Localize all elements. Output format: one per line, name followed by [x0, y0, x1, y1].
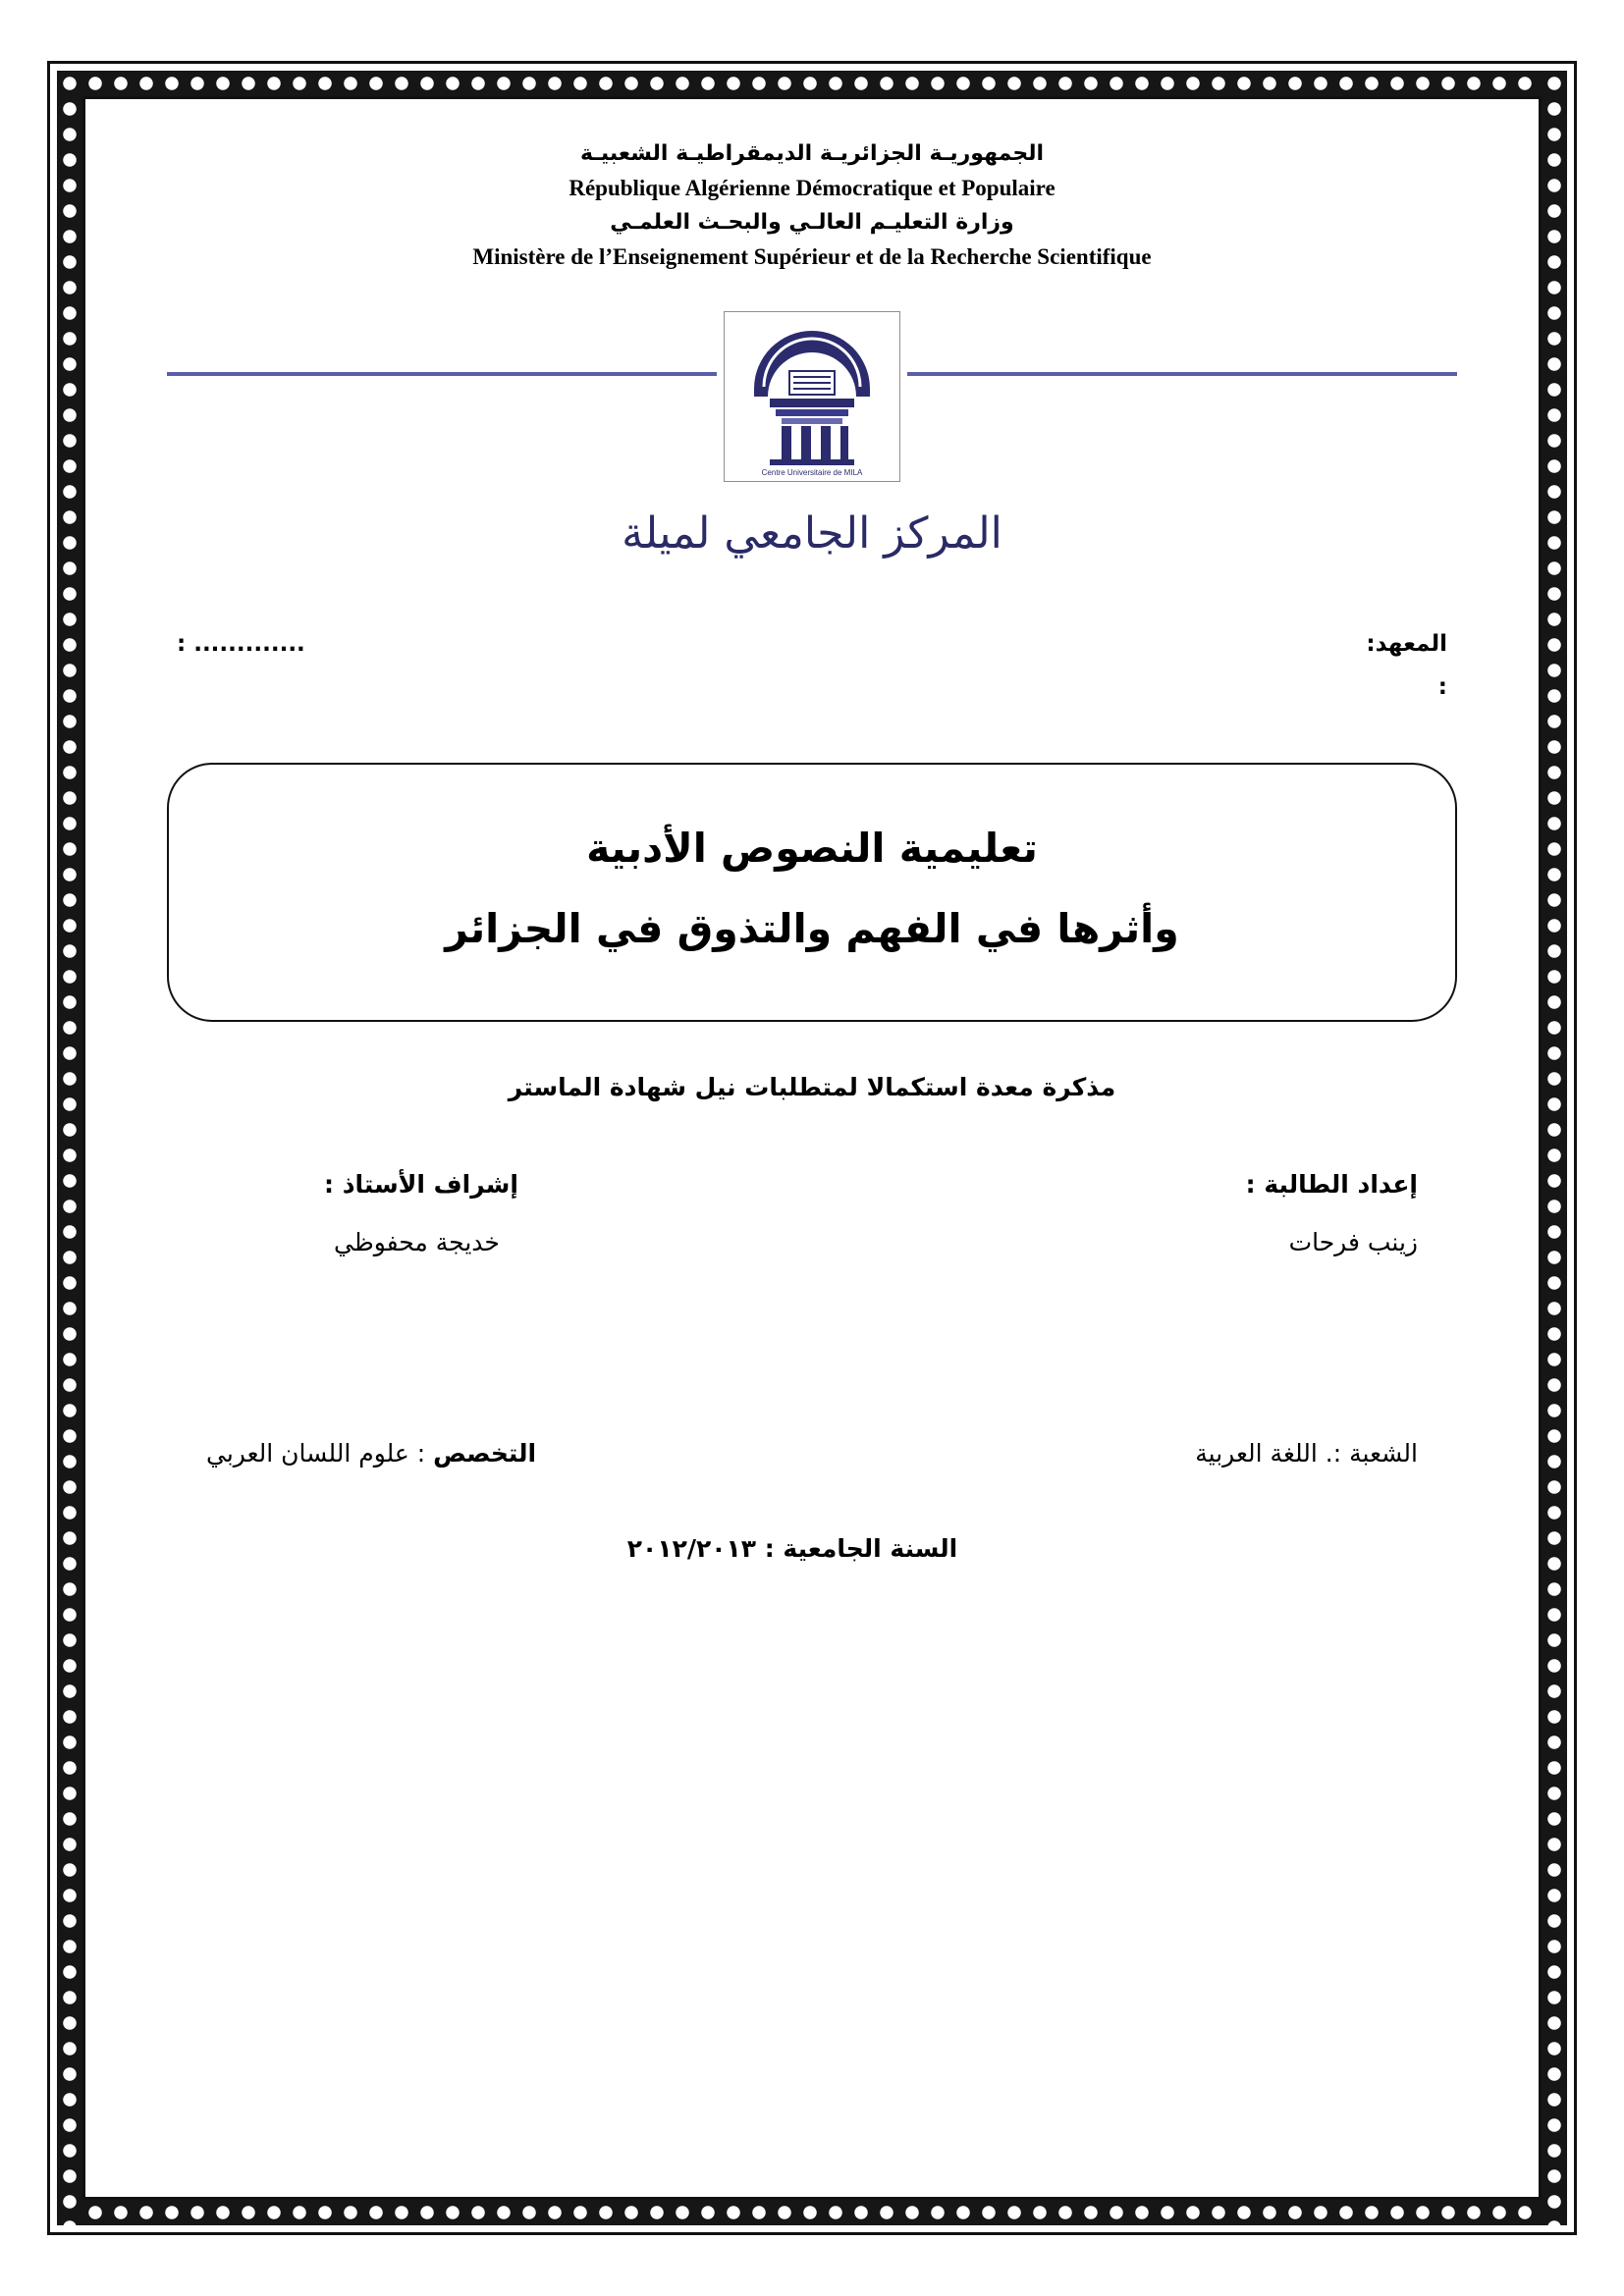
supervisor-column	[206, 1170, 518, 1256]
speciality-value: : علوم اللسان العربي	[206, 1438, 434, 1468]
logo-row	[167, 311, 1457, 483]
speciality-field	[206, 1439, 536, 1468]
header-line-republic-fr: République Algérienne Démocratique et Populaire	[568, 176, 1056, 201]
institute-second-colon: :	[1437, 674, 1447, 701]
center-name: المركز الجامعي لميلة	[622, 508, 1002, 560]
branch-field: الشعبة :. اللغة العربية	[1195, 1438, 1418, 1468]
svg-text:Centre Universitaire de MILA: Centre Universitaire de MILA	[761, 468, 863, 478]
divider-rule-left	[167, 372, 717, 376]
supervisor-label: إشراف الأستاذ :	[324, 1169, 518, 1199]
thesis-title-box	[167, 763, 1457, 1022]
academic-year: السنة الجامعية : ٢٠١٢/٢٠١٣	[626, 1533, 958, 1563]
header-line-republic-ar: الجمهوريـة الجزائريـة الديمقراطيـة الشعبيـة	[579, 141, 1044, 166]
header-line-ministry-ar: وزارة التعليـم العالـي والبحـث العلمـي	[610, 209, 1014, 235]
border-ornament-right	[1542, 71, 1567, 2225]
divider-rule-right	[907, 372, 1457, 376]
header-line-ministry-fr: Ministère de l’Enseignement Supérieur et de la Recherche Scientifique	[472, 243, 1152, 269]
border-ornament-top	[57, 71, 1567, 96]
student-label: إعداد الطالبة :	[1245, 1169, 1418, 1199]
university-logo-icon	[725, 312, 899, 481]
institute-right	[1366, 623, 1447, 709]
student-name: زينب فرحات	[1288, 1227, 1418, 1256]
thesis-subtitle: مذكرة معدة استكمالا لمتطلبات نيل شهادة الماستر	[508, 1072, 1116, 1101]
people-block	[167, 1170, 1457, 1256]
border-ornament-left	[57, 71, 82, 2225]
institute-block	[167, 623, 1457, 709]
institute-label: المعهد:	[1366, 631, 1447, 658]
university-logo	[724, 311, 900, 482]
institute-dots: ............. :	[177, 631, 305, 658]
cover-content	[108, 118, 1516, 2178]
official-header	[167, 137, 1457, 274]
supervisor-name: خديجة محفوظي	[334, 1227, 500, 1256]
thesis-title-line-2: وأثرها في الفهم والتذوق في الجزائر	[445, 904, 1179, 952]
student-column	[1246, 1170, 1418, 1256]
speciality-label: التخصص	[433, 1438, 537, 1468]
thesis-title-line-1: تعليمية النصوص الأدبية	[586, 824, 1038, 872]
fields-block	[167, 1439, 1457, 1468]
border-ornament-bottom	[57, 2200, 1567, 2225]
